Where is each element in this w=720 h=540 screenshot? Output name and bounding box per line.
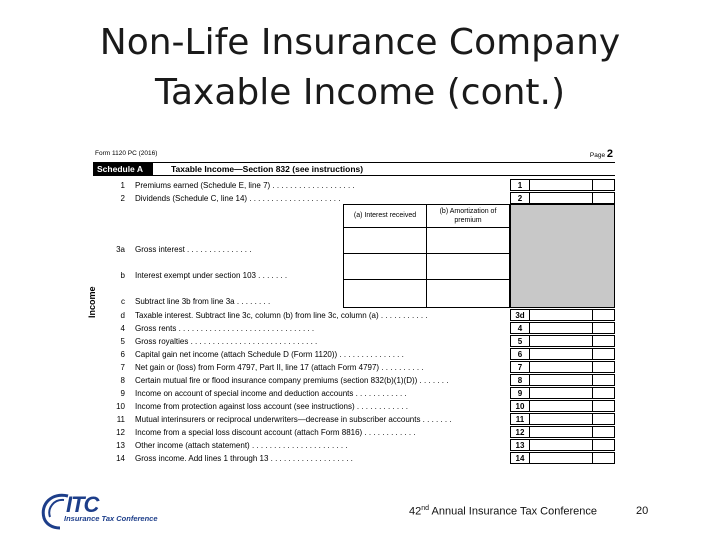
form-line (93, 243, 615, 256)
line-box-number: 9 (510, 387, 530, 399)
line-label: Taxable interest. Subtract line 3c, column (b) from line 3c, column (a) . . . . . . . . . . . (135, 311, 428, 320)
line-amount-field[interactable] (530, 179, 615, 191)
form-line (93, 439, 615, 452)
line-amount-field[interactable] (530, 452, 615, 464)
line-number: d (120, 311, 125, 320)
form-line (93, 322, 615, 335)
line-label: Interest exempt under section 103 . . . . . . . (135, 271, 288, 280)
form-line (93, 335, 615, 348)
line-number: 11 (116, 415, 125, 424)
line-number: c (121, 297, 125, 306)
line-label: Gross income. Add lines 1 through 13 . . . . . . . . . . . . . . . . . . . (135, 454, 353, 463)
form-1120pc-schedule-a (87, 148, 615, 464)
line-box-number: 1 (510, 179, 530, 191)
form-page-label (590, 148, 613, 160)
form-line (93, 269, 615, 282)
line-number: 6 (120, 350, 125, 359)
form-line (93, 348, 615, 361)
cents-divider (592, 349, 593, 359)
line-amount-field[interactable] (530, 400, 615, 412)
line-amount-field[interactable] (530, 361, 615, 373)
line-label: Income on account of special income and deduction accounts . . . . . . . . . . . . (135, 389, 407, 398)
line-number: 13 (116, 441, 125, 450)
form-line (93, 179, 615, 192)
line-box-number: 11 (510, 413, 530, 425)
cents-divider (592, 427, 593, 437)
line-box-number: 3d (510, 309, 530, 321)
itc-logo-text: ITC (66, 492, 99, 517)
cents-divider (592, 323, 593, 333)
column-a-header: (a) Interest received (343, 204, 427, 228)
conference-footer (409, 505, 597, 518)
cents-divider (592, 453, 593, 463)
cents-divider (592, 336, 593, 346)
cents-divider (592, 440, 593, 450)
form-line (93, 374, 615, 387)
form-header (93, 148, 615, 163)
line-label: Gross rents . . . . . . . . . . . . . . . . . . . . . . . . . . . . . . . (135, 324, 315, 333)
column-b-header: (b) Amortization of premium (426, 204, 510, 228)
form-line (93, 400, 615, 413)
line-amount-field[interactable] (530, 348, 615, 360)
line-box-number: 6 (510, 348, 530, 360)
line-label: Net gain or (loss) from Form 4797, Part II, line 17 (attach Form 4797) . . . . . . . . . . (135, 363, 424, 372)
line-number: 8 (120, 376, 125, 385)
line-amount-field[interactable] (530, 192, 615, 204)
schedule-bar (93, 163, 615, 176)
cents-divider (592, 310, 593, 320)
form-line (93, 387, 615, 400)
line-amount-field[interactable] (530, 426, 615, 438)
cents-divider (592, 180, 593, 190)
line-label: Gross royalties . . . . . . . . . . . . . . . . . . . . . . . . . . . . . (135, 337, 318, 346)
line-label: Certain mutual fire or flood insurance company premiums (section 832(b)(1)(D)) . . . . . . . (135, 376, 449, 385)
conference-ordinal: 42 (409, 505, 422, 518)
form-line (93, 361, 615, 374)
schedule-title (171, 163, 363, 175)
line-label: Other income (attach statement) . . . . . . . . . . . . . . . . . . . . . . (135, 441, 348, 450)
line-label: Mutual interinsurers or reciprocal underwriters—decrease in subscriber accounts . . . . . . . (135, 415, 452, 424)
cents-divider (592, 193, 593, 203)
form-line (93, 295, 615, 308)
line-number: 2 (120, 194, 125, 203)
line-amount-field[interactable] (530, 374, 615, 386)
line-amount-field[interactable] (530, 439, 615, 451)
line-box-number: 14 (510, 452, 530, 464)
slide-title-line1: Non-Life Insurance Company (99, 22, 621, 63)
conference-ordinal-suffix: nd (421, 505, 430, 512)
slide-title (0, 18, 720, 118)
line-label: Income from a special loss discount account (attach Form 8816) . . . . . . . . . . . . (135, 428, 416, 437)
line-number: 1 (120, 181, 125, 190)
slide-page-number: 20 (636, 505, 649, 517)
line-number: 5 (120, 337, 125, 346)
line-amount-field[interactable] (530, 322, 615, 334)
line-number: 9 (120, 389, 125, 398)
line-label: Capital gain net income (attach Schedule D (Form 1120)) . . . . . . . . . . . . . . . (135, 350, 404, 359)
line-box-number: 13 (510, 439, 530, 451)
itc-logo (38, 490, 173, 530)
itc-logo-subtext: Insurance Tax Conference (64, 514, 158, 523)
line-label: Gross interest . . . . . . . . . . . . . . . (135, 245, 252, 254)
cents-divider (592, 375, 593, 385)
cents-divider (592, 414, 593, 424)
line-number: b (120, 271, 125, 280)
line-number: 14 (116, 454, 125, 463)
form-line (93, 192, 615, 205)
form-line (93, 413, 615, 426)
form-line (93, 309, 615, 322)
line-box-number: 7 (510, 361, 530, 373)
line-label: Premiums earned (Schedule E, line 7) . . . . . . . . . . . . . . . . . . . (135, 181, 355, 190)
line-box-number: 5 (510, 335, 530, 347)
cents-divider (592, 401, 593, 411)
line-label: Income from protection against loss account (see instructions) . . . . . . . . . . . . (135, 402, 408, 411)
cents-divider (592, 388, 593, 398)
line-box-number: 2 (510, 192, 530, 204)
line-amount-field[interactable] (530, 413, 615, 425)
line-amount-field[interactable] (530, 309, 615, 321)
line-number: 10 (116, 402, 125, 411)
shaded-area (510, 204, 615, 308)
line-amount-field[interactable] (530, 387, 615, 399)
conference-text: Annual Insurance Tax Conference (431, 505, 598, 518)
form-page-text: Page (589, 152, 606, 159)
schedule-tag: Schedule A (93, 163, 153, 175)
form-page-number: 2 (606, 148, 613, 160)
schedule-title-main: Taxable Income—Section 832 (171, 164, 290, 174)
cents-divider (592, 362, 593, 372)
line-box-number: 8 (510, 374, 530, 386)
line-label: Subtract line 3b from line 3a . . . . . . . . (135, 297, 271, 306)
line-box-number: 10 (510, 400, 530, 412)
form-line (93, 452, 615, 465)
line-number: 12 (116, 428, 125, 437)
line-box-number: 4 (510, 322, 530, 334)
form-name: Form 1120 PC (2016) (95, 150, 158, 157)
line-box-number: 12 (510, 426, 530, 438)
line-number: 3a (116, 245, 125, 254)
schedule-title-note: (see instructions) (292, 164, 364, 174)
income-side-label: Income (87, 286, 97, 318)
line-number: 7 (120, 363, 125, 372)
slide-title-line2: Taxable Income (cont.) (154, 72, 566, 113)
line-number: 4 (120, 324, 125, 333)
form-line (93, 426, 615, 439)
line-amount-field[interactable] (530, 335, 615, 347)
line-label: Dividends (Schedule C, line 14) . . . . . . . . . . . . . . . . . . . . . (135, 194, 341, 203)
